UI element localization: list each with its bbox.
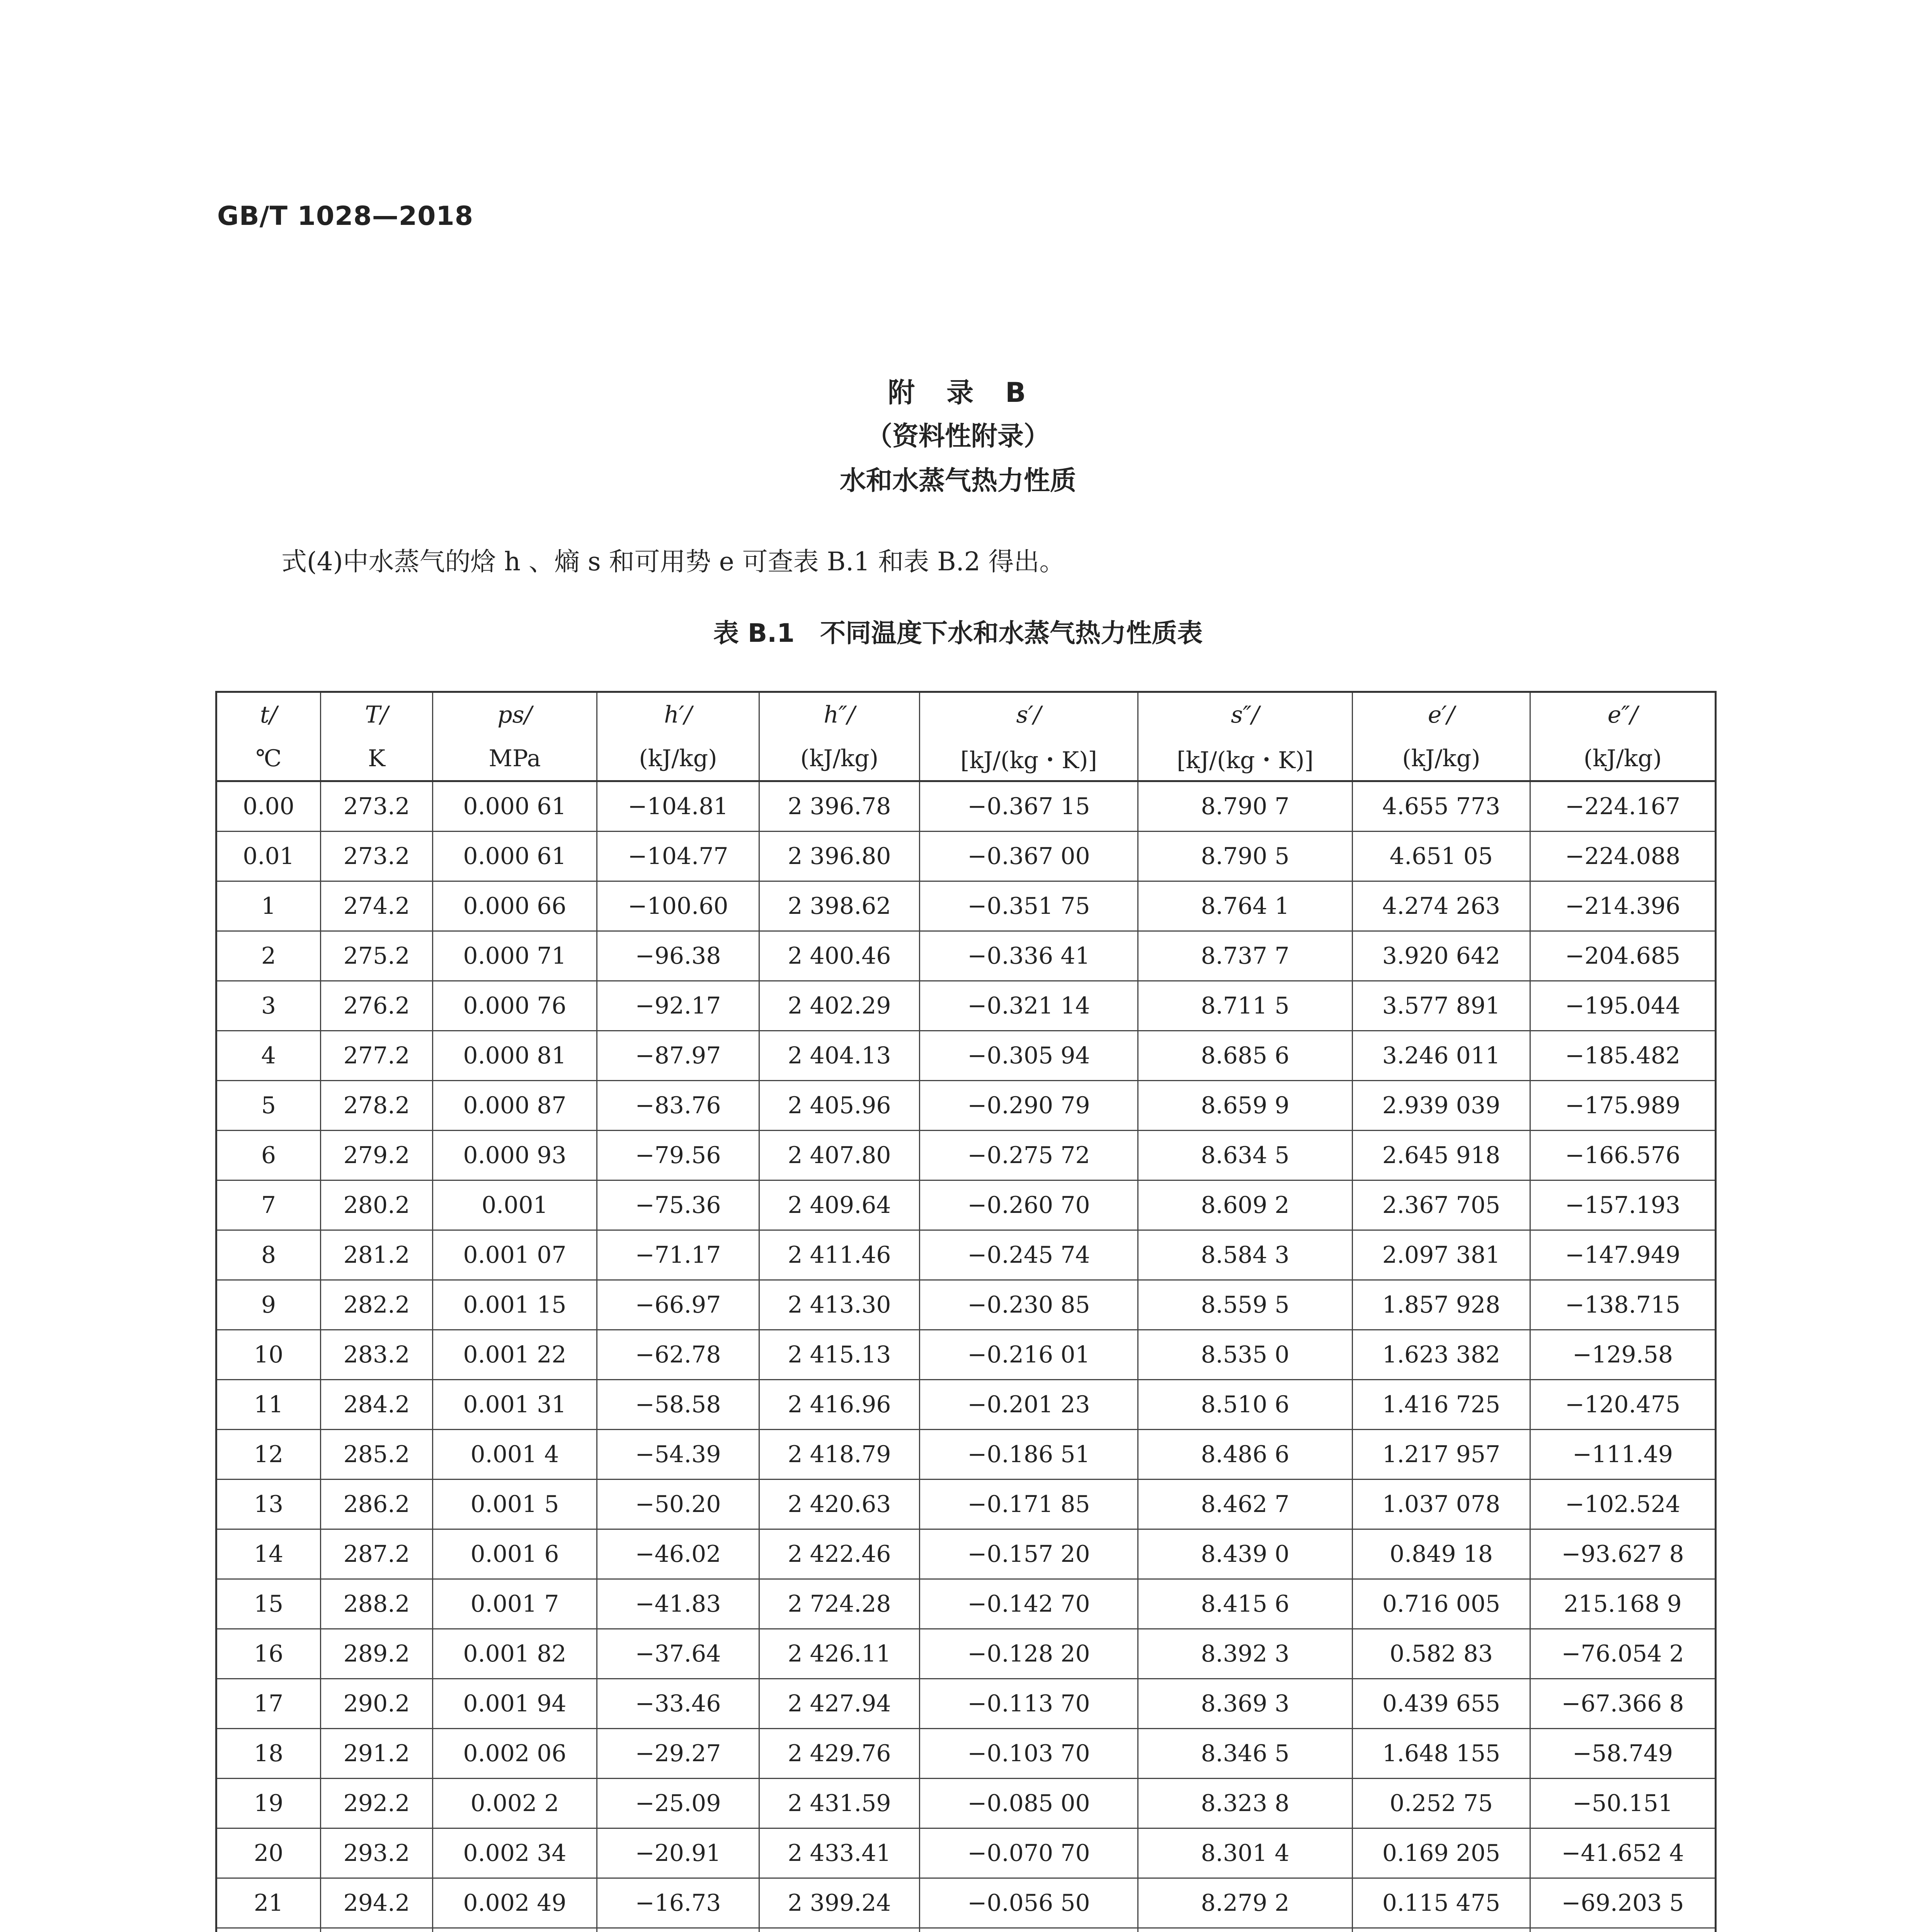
- table-row: [216, 1180, 1716, 1230]
- table-cell: 2 433.41: [759, 1828, 920, 1878]
- table-cell: 7: [216, 1180, 321, 1230]
- table-cell: 2 396.80: [759, 832, 920, 881]
- table-cell: 274.2: [321, 881, 433, 931]
- table-cell: 8.323 8: [1138, 1779, 1353, 1828]
- header-symbol: t/: [216, 692, 321, 737]
- table-cell: 0.001 94: [433, 1679, 597, 1729]
- table-cell: 2 400.46: [759, 931, 920, 981]
- table-cell: −29.27: [597, 1729, 759, 1779]
- table-cell: −76.054 2: [1530, 1629, 1716, 1679]
- table-cell: −166.576: [1530, 1131, 1716, 1180]
- table-cell: −58.749: [1530, 1729, 1716, 1779]
- table-cell: 4: [216, 1031, 321, 1081]
- table-row: [216, 1779, 1716, 1828]
- table-cell: 2.367 705: [1353, 1180, 1530, 1230]
- table-cell: −67.366 8: [1530, 1679, 1716, 1729]
- table-cell: −0.113 70: [920, 1679, 1138, 1729]
- table-cell: 8.609 2: [1138, 1180, 1353, 1230]
- table-cell: 285.2: [321, 1430, 433, 1480]
- table-cell: 20: [216, 1828, 321, 1878]
- table-cell: 0.582 83: [1353, 1629, 1530, 1679]
- table-cell: 21: [216, 1878, 321, 1928]
- table-cell: −0.305 94: [920, 1031, 1138, 1081]
- appendix-title: 附 录 B: [888, 377, 1028, 408]
- table-cell: −93.627 8: [1530, 1529, 1716, 1579]
- table-cell: 14: [216, 1529, 321, 1579]
- table-cell: [216, 1928, 321, 1932]
- table-caption: 表 B.1 不同温度下水和水蒸气热力性质表: [713, 618, 1203, 648]
- table-cell: 277.2: [321, 1031, 433, 1081]
- table-row: [216, 1430, 1716, 1480]
- table-cell: 3.920 642: [1353, 931, 1530, 981]
- table-cell: [1353, 1928, 1530, 1932]
- table-cell: 276.2: [321, 981, 433, 1031]
- table-cell: 0.115 475: [1353, 1878, 1530, 1928]
- table-cell: 4.651 05: [1353, 832, 1530, 881]
- header-symbol-row: [216, 692, 1716, 737]
- table-cell: 2 416.96: [759, 1380, 920, 1430]
- table-cell: 279.2: [321, 1131, 433, 1180]
- table-cell: 0.000 81: [433, 1031, 597, 1081]
- table-row: [216, 1828, 1716, 1878]
- table-cell: 2 409.64: [759, 1180, 920, 1230]
- header-unit: (kJ/kg): [1353, 736, 1530, 781]
- table-cell: −37.64: [597, 1629, 759, 1679]
- table-cell: −195.044: [1530, 981, 1716, 1031]
- table-cell: 8.659 9: [1138, 1081, 1353, 1131]
- table-container: [215, 691, 1715, 1932]
- table-cell: 0.01: [216, 832, 321, 881]
- table-cell: 1.857 928: [1353, 1280, 1530, 1330]
- table-cell: −0.142 70: [920, 1579, 1138, 1629]
- table-cell: −0.367 15: [920, 781, 1138, 832]
- table-cell: −83.76: [597, 1081, 759, 1131]
- table-row: [216, 1230, 1716, 1280]
- table-cell: 0.002 06: [433, 1729, 597, 1779]
- table-cell: −0.351 75: [920, 881, 1138, 931]
- table-cell: −0.201 23: [920, 1380, 1138, 1430]
- table-cell: [1530, 1928, 1716, 1932]
- table-cell: 0.002 34: [433, 1828, 597, 1878]
- table-cell: −0.186 51: [920, 1430, 1138, 1480]
- table-cell: −50.20: [597, 1480, 759, 1529]
- table-cell: −79.56: [597, 1131, 759, 1180]
- table-cell: −66.97: [597, 1280, 759, 1330]
- table-cell: −138.715: [1530, 1280, 1716, 1330]
- table-cell: −0.085 00: [920, 1779, 1138, 1828]
- table-row: [216, 832, 1716, 881]
- header-unit: MPa: [433, 736, 597, 781]
- intro-paragraph: 式(4)中水蒸气的焓 h 、熵 s 和可用势 e 可查表 B.1 和表 B.2 得出。: [281, 547, 1065, 577]
- thermo-properties-table: [215, 691, 1717, 1932]
- table-cell: 8.685 6: [1138, 1031, 1353, 1081]
- table-cell: −157.193: [1530, 1180, 1716, 1230]
- table-cell: 2 411.46: [759, 1230, 920, 1280]
- table-row: [216, 1529, 1716, 1579]
- table-cell: −224.088: [1530, 832, 1716, 881]
- table-cell: −0.216 01: [920, 1330, 1138, 1380]
- table-cell: 273.2: [321, 781, 433, 832]
- table-cell: 2.097 381: [1353, 1230, 1530, 1280]
- table-cell: −96.38: [597, 931, 759, 981]
- header-symbol: h′/: [597, 692, 759, 737]
- table-cell: [597, 1928, 759, 1932]
- table-cell: 2 402.29: [759, 981, 920, 1031]
- table-cell: −0.128 20: [920, 1629, 1138, 1679]
- table-cell: −0.230 85: [920, 1280, 1138, 1330]
- table-cell: 0.001 4: [433, 1430, 597, 1480]
- table-cell: 286.2: [321, 1480, 433, 1529]
- table-row: [216, 981, 1716, 1031]
- table-cell: 3: [216, 981, 321, 1031]
- table-cell: 8: [216, 1230, 321, 1280]
- table-cell: 8.486 6: [1138, 1430, 1353, 1480]
- table-cell: 2 422.46: [759, 1529, 920, 1579]
- table-cell: 2 404.13: [759, 1031, 920, 1081]
- table-cell: 8.737 7: [1138, 931, 1353, 981]
- table-row: [216, 1729, 1716, 1779]
- table-cell: 4.274 263: [1353, 881, 1530, 931]
- table-cell: 8.634 5: [1138, 1131, 1353, 1180]
- table-cell: 8.790 7: [1138, 781, 1353, 832]
- table-row: [216, 1380, 1716, 1430]
- table-cell: 2 418.79: [759, 1430, 920, 1480]
- table-row: [216, 1679, 1716, 1729]
- table-cell: 280.2: [321, 1180, 433, 1230]
- table-cell: −204.685: [1530, 931, 1716, 981]
- table-row: [216, 1131, 1716, 1180]
- table-cell: 292.2: [321, 1779, 433, 1828]
- table-cell: 3.577 891: [1353, 981, 1530, 1031]
- table-cell: 4.655 773: [1353, 781, 1530, 832]
- table-cell: −58.58: [597, 1380, 759, 1430]
- table-cell: 8.559 5: [1138, 1280, 1353, 1330]
- header-unit: (kJ/kg): [759, 736, 920, 781]
- table-row: [216, 1280, 1716, 1330]
- table-cell: 3.246 011: [1353, 1031, 1530, 1081]
- table-cell: 8.790 5: [1138, 832, 1353, 881]
- table-cell: 1.037 078: [1353, 1480, 1530, 1529]
- table-cell: 281.2: [321, 1230, 433, 1280]
- table-cell: 15: [216, 1579, 321, 1629]
- table-cell: 2 413.30: [759, 1280, 920, 1330]
- table-cell: 289.2: [321, 1629, 433, 1679]
- table-cell: 8.462 7: [1138, 1480, 1353, 1529]
- table-cell: −92.17: [597, 981, 759, 1031]
- table-cell: −102.524: [1530, 1480, 1716, 1529]
- table-cell: −0.321 14: [920, 981, 1138, 1031]
- table-cell: 0.169 205: [1353, 1828, 1530, 1878]
- header-unit-row: [216, 736, 1716, 781]
- standard-code: GB/T 1028—2018: [217, 201, 474, 231]
- table-cell: 10: [216, 1330, 321, 1380]
- header-unit: [kJ/(kg・K)]: [920, 736, 1138, 781]
- table-cell: 9: [216, 1280, 321, 1330]
- table-cell: 8.346 5: [1138, 1729, 1353, 1779]
- table-cell: 0.002 2: [433, 1779, 597, 1828]
- table-cell: 6: [216, 1131, 321, 1180]
- table-cell: 0.000 61: [433, 832, 597, 881]
- table-cell: −175.989: [1530, 1081, 1716, 1131]
- table-row: [216, 931, 1716, 981]
- table-cell: 0.001 07: [433, 1230, 597, 1280]
- table-cell: 8.279 2: [1138, 1878, 1353, 1928]
- table-cell: −0.056 50: [920, 1878, 1138, 1928]
- table-cell: −16.73: [597, 1878, 759, 1928]
- table-cell: −185.482: [1530, 1031, 1716, 1081]
- table-cell: 0.000 87: [433, 1081, 597, 1131]
- table-cell: −0.157 20: [920, 1529, 1138, 1579]
- table-cell: 293.2: [321, 1828, 433, 1878]
- table-cell: 2 426.11: [759, 1629, 920, 1679]
- table-cell: 288.2: [321, 1579, 433, 1629]
- table-cell: 282.2: [321, 1280, 433, 1330]
- table-cell: −0.171 85: [920, 1480, 1138, 1529]
- table-cell: 0.849 18: [1353, 1529, 1530, 1579]
- table-row: [216, 1579, 1716, 1629]
- table-cell: 215.168 9: [1530, 1579, 1716, 1629]
- table-cell: 17: [216, 1679, 321, 1729]
- table-cell: 8.301 4: [1138, 1828, 1353, 1878]
- table-cell: 8.369 3: [1138, 1679, 1353, 1729]
- table-cell: −0.367 00: [920, 832, 1138, 881]
- table-cell: 2 407.80: [759, 1131, 920, 1180]
- header-unit: (kJ/kg): [597, 736, 759, 781]
- table-cell: 0.001 15: [433, 1280, 597, 1330]
- table-cell: 1.416 725: [1353, 1380, 1530, 1430]
- table-cell: 2 398.62: [759, 881, 920, 931]
- table-cell: −224.167: [1530, 781, 1716, 832]
- table-cell: 0.439 655: [1353, 1679, 1530, 1729]
- header-symbol: s′/: [920, 692, 1138, 737]
- table-cell: −41.83: [597, 1579, 759, 1629]
- table-cell: −0.260 70: [920, 1180, 1138, 1230]
- table-cell: 8.415 6: [1138, 1579, 1353, 1629]
- table-cell: 2: [216, 931, 321, 981]
- table-cell: 2.645 918: [1353, 1131, 1530, 1180]
- table-cell: −75.36: [597, 1180, 759, 1230]
- table-row: [216, 1031, 1716, 1081]
- table-cell: 1.217 957: [1353, 1430, 1530, 1480]
- table-cell: 0.001 82: [433, 1629, 597, 1679]
- table-cell: 287.2: [321, 1529, 433, 1579]
- table-cell: 5: [216, 1081, 321, 1131]
- header-symbol: e″/: [1530, 692, 1716, 737]
- table-cell: 290.2: [321, 1679, 433, 1729]
- table-cell: 0.000 61: [433, 781, 597, 832]
- table-cell: 284.2: [321, 1380, 433, 1430]
- table-cell: 275.2: [321, 931, 433, 981]
- header-symbol: T/: [321, 692, 433, 737]
- table-cell: 0.716 005: [1353, 1579, 1530, 1629]
- table-cell: 0.001 31: [433, 1380, 597, 1430]
- table-cell: −50.151: [1530, 1779, 1716, 1828]
- table-cell: 0.001 7: [433, 1579, 597, 1629]
- header-symbol: e′/: [1353, 692, 1530, 737]
- header-unit: (kJ/kg): [1530, 736, 1716, 781]
- table-cell: 0.000 71: [433, 931, 597, 981]
- table-cell: [759, 1928, 920, 1932]
- header-unit: [kJ/(kg・K)]: [1138, 736, 1353, 781]
- table-row: [216, 781, 1716, 832]
- header-symbol: h″/: [759, 692, 920, 737]
- table-cell: −214.396: [1530, 881, 1716, 931]
- table-cell: 1: [216, 881, 321, 931]
- table-cell: −120.475: [1530, 1380, 1716, 1430]
- table-cell: 8.510 6: [1138, 1380, 1353, 1430]
- table-cell: −62.78: [597, 1330, 759, 1380]
- table-cell: −111.49: [1530, 1430, 1716, 1480]
- table-cell: −147.949: [1530, 1230, 1716, 1280]
- table-cell: 8.439 0: [1138, 1529, 1353, 1579]
- table-cell: 278.2: [321, 1081, 433, 1131]
- table-cell: −104.81: [597, 781, 759, 832]
- table-row: [216, 1878, 1716, 1928]
- table-cell: 2 405.96: [759, 1081, 920, 1131]
- table-cell: 0.001 22: [433, 1330, 597, 1380]
- table-row: [216, 1629, 1716, 1679]
- table-row: [216, 881, 1716, 931]
- table-cell: −0.336 41: [920, 931, 1138, 981]
- header-unit: K: [321, 736, 433, 781]
- table-cell: 291.2: [321, 1729, 433, 1779]
- table-cell: 8.764 1: [1138, 881, 1353, 931]
- table-cell: −20.91: [597, 1828, 759, 1878]
- table-cell: 0.00: [216, 781, 321, 832]
- table-cell: −41.652 4: [1530, 1828, 1716, 1878]
- table-cell: 0.001 5: [433, 1480, 597, 1529]
- table-cell: 273.2: [321, 832, 433, 881]
- table-row: [216, 1330, 1716, 1380]
- table-cell: −104.77: [597, 832, 759, 881]
- table-cell: 0.000 76: [433, 981, 597, 1031]
- table-cell: −0.275 72: [920, 1131, 1138, 1180]
- table-cell: 19: [216, 1779, 321, 1828]
- table-cell: 2 415.13: [759, 1330, 920, 1380]
- table-cell: 0.000 66: [433, 881, 597, 931]
- table-cell: 13: [216, 1480, 321, 1529]
- table-cell: 8.535 0: [1138, 1330, 1353, 1380]
- table-cell: [920, 1928, 1138, 1932]
- table-cell: 1.623 382: [1353, 1330, 1530, 1380]
- table-cell: −69.203 5: [1530, 1878, 1716, 1928]
- table-cell: 0.000 93: [433, 1131, 597, 1180]
- table-cell: −25.09: [597, 1779, 759, 1828]
- header-symbol: s″/: [1138, 692, 1353, 737]
- table-cell: 2 420.63: [759, 1480, 920, 1529]
- table-cell: −33.46: [597, 1679, 759, 1729]
- table-cell: 8.711 5: [1138, 981, 1353, 1031]
- table-cell: 11: [216, 1380, 321, 1430]
- table-cell: 2.939 039: [1353, 1081, 1530, 1131]
- table-cell: −71.17: [597, 1230, 759, 1280]
- table-row: [216, 1480, 1716, 1529]
- table-cell: 2 431.59: [759, 1779, 920, 1828]
- table-cell: −87.97: [597, 1031, 759, 1081]
- table-cell: −0.103 70: [920, 1729, 1138, 1779]
- table-cell: [433, 1928, 597, 1932]
- table-cell: 8.584 3: [1138, 1230, 1353, 1280]
- table-cell: 0.001 6: [433, 1529, 597, 1579]
- table-cell: 0.252 75: [1353, 1779, 1530, 1828]
- table-cell: 283.2: [321, 1330, 433, 1380]
- table-cell: 2 429.76: [759, 1729, 920, 1779]
- table-row: [216, 1928, 1716, 1932]
- table-cell: 1.648 155: [1353, 1729, 1530, 1779]
- header-unit: ℃: [216, 736, 321, 781]
- table-cell: −0.070 70: [920, 1828, 1138, 1878]
- appendix-subtitle: （资料性附录）: [866, 421, 1050, 452]
- table-cell: 2 399.24: [759, 1878, 920, 1928]
- table-cell: 16: [216, 1629, 321, 1679]
- table-cell: −0.290 79: [920, 1081, 1138, 1131]
- table-cell: [1138, 1928, 1353, 1932]
- table-cell: 12: [216, 1430, 321, 1480]
- table-cell: 294.2: [321, 1878, 433, 1928]
- table-cell: [321, 1928, 433, 1932]
- appendix-name: 水和水蒸气热力性质: [839, 466, 1076, 496]
- table-cell: 0.002 49: [433, 1878, 597, 1928]
- table-cell: −129.58: [1530, 1330, 1716, 1380]
- table-cell: 2 396.78: [759, 781, 920, 832]
- table-cell: −46.02: [597, 1529, 759, 1579]
- table-cell: 18: [216, 1729, 321, 1779]
- table-cell: −0.245 74: [920, 1230, 1138, 1280]
- table-cell: 0.001: [433, 1180, 597, 1230]
- table-cell: −100.60: [597, 881, 759, 931]
- table-body: [216, 781, 1716, 1932]
- table-cell: 8.392 3: [1138, 1629, 1353, 1679]
- table-row: [216, 1081, 1716, 1131]
- table-cell: 2 427.94: [759, 1679, 920, 1729]
- header-symbol: ps/: [433, 692, 597, 737]
- table-cell: −54.39: [597, 1430, 759, 1480]
- table-cell: 2 724.28: [759, 1579, 920, 1629]
